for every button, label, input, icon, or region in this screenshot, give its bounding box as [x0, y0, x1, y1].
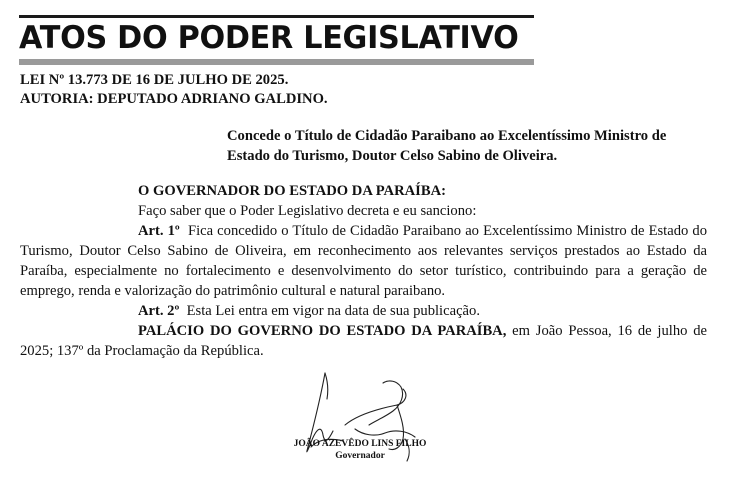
- palace-closing: [20, 321, 707, 361]
- signatory-role: Governador: [335, 451, 385, 461]
- header-top-rule: [19, 15, 534, 18]
- law-identification: [20, 71, 328, 108]
- signatory-name: JOÃO AZEVÊDO LINS FILHO: [293, 439, 427, 449]
- section-title: ATOS DO PODER LEGISLATIVO: [19, 20, 519, 56]
- article-1: [20, 221, 707, 301]
- law-authorship: AUTORIA: DEPUTADO ADRIANO GALDINO.: [20, 90, 328, 107]
- article-1-label: Art. 1º: [138, 223, 180, 239]
- law-summary: Concede o Título de Cidadão Paraibano ao Excelentíssimo Ministro de Estado do Turismo, Doutor Celso Sabino de Oliveira.: [227, 128, 667, 164]
- law-body: [20, 181, 707, 361]
- section-header: [19, 15, 534, 65]
- article-2-label: Art. 2º: [138, 303, 180, 319]
- article-1-text: Fica concedido o Título de Cidadão Paraibano ao Excelentíssimo Ministro de Estado do Turismo, Doutor Celso Sabino de Oliveira, em reconhecimento aos relevantes serviços prestados ao Estado da Paraíba, especialmente no fortalecimento e desenvolvimento do setor turístico, contribuindo para a geração de emprego, renda e valorização do patrimônio cultural e natural paraibano.: [20, 223, 707, 299]
- law-number: LEI Nº 13.773 DE 16 DE JULHO DE 2025.: [20, 72, 289, 88]
- governor-heading: O GOVERNADOR DO ESTADO DA PARAÍBA:: [138, 183, 446, 199]
- enactment-clause: Faço saber que o Poder Legislativo decreta e eu sanciono:: [138, 203, 477, 219]
- header-bottom-rule: [19, 59, 534, 65]
- palace-text: em João Pessoa, 16 de julho de 2025; 137º da Proclamação da República.: [20, 323, 707, 359]
- palace-label: PALÁCIO DO GOVERNO DO ESTADO DA PARAÍBA,: [138, 323, 507, 339]
- article-2: [20, 301, 707, 321]
- article-2-text: Esta Lei entra em vigor na data de sua publicação.: [186, 303, 480, 319]
